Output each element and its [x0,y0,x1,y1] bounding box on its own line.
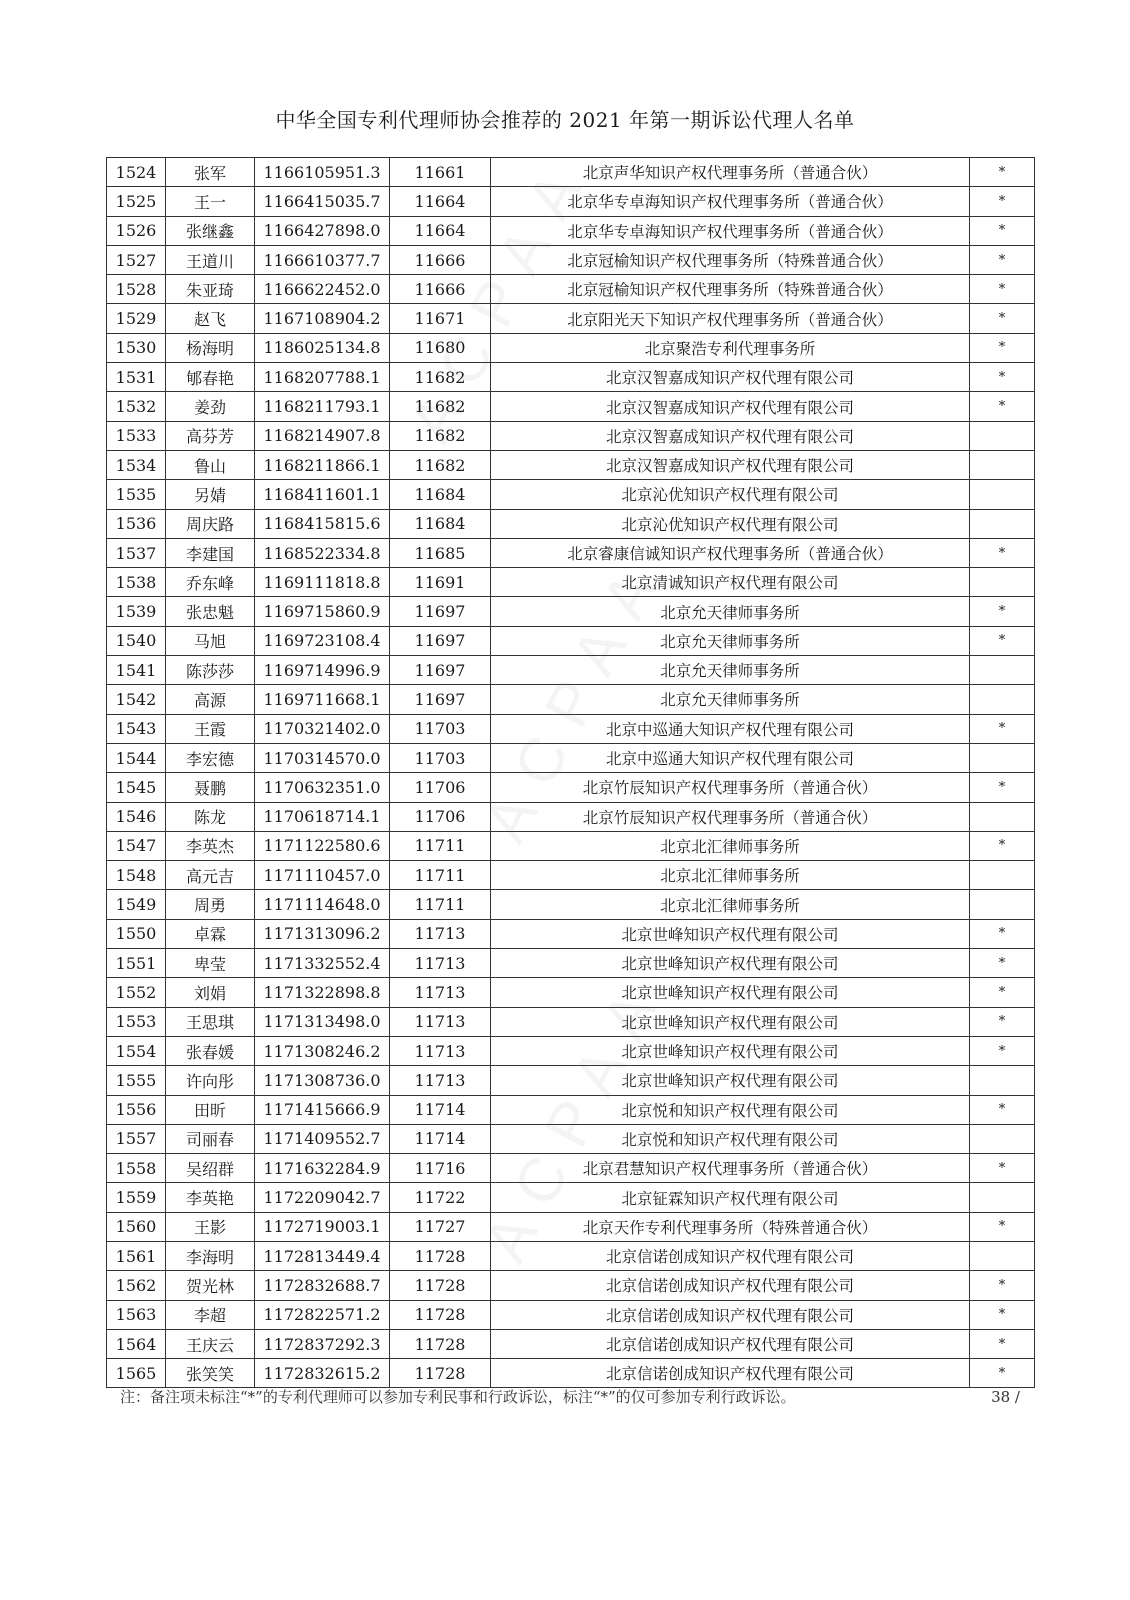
certificate-number: 1168211866.1 [255,450,390,479]
row-number: 1538 [107,568,166,597]
agent-name: 张军 [166,158,255,187]
table-row [107,861,1035,890]
agent-name: 陈莎莎 [166,656,255,685]
remark-mark [970,1183,1035,1212]
agency-name: 北京汉智嘉成知识产权代理有限公司 [491,363,970,392]
remark-mark [970,802,1035,831]
remark-mark: * [970,333,1035,362]
agency-code: 11682 [390,363,491,392]
remark-mark: * [970,773,1035,802]
table-row [107,1066,1035,1095]
agency-name: 北京华专卓海知识产权代理事务所（普通合伙） [491,187,970,216]
certificate-number: 1171122580.6 [255,831,390,860]
agent-name: 姜劲 [166,392,255,421]
agent-name: 朱亚琦 [166,275,255,304]
row-number: 1560 [107,1212,166,1241]
agent-name: 杨海明 [166,333,255,362]
agency-name: 北京允天律师事务所 [491,597,970,626]
agent-name: 卑莹 [166,949,255,978]
certificate-number: 1168207788.1 [255,363,390,392]
remark-mark [970,421,1035,450]
table-row [107,1124,1035,1153]
row-number: 1558 [107,1154,166,1183]
agency-code: 11697 [390,597,491,626]
agency-name: 北京信诺创成知识产权代理有限公司 [491,1359,970,1388]
agency-name: 北京信诺创成知识产权代理有限公司 [491,1329,970,1358]
table-row [107,216,1035,245]
remark-mark: * [970,1007,1035,1036]
agency-name: 北京世峰知识产权代理有限公司 [491,1066,970,1095]
table-row [107,626,1035,655]
remark-mark: * [970,714,1035,743]
table-row [107,245,1035,274]
agent-name: 张笑笑 [166,1359,255,1388]
certificate-number: 1186025134.8 [255,333,390,362]
row-number: 1529 [107,304,166,333]
certificate-number: 1172837292.3 [255,1329,390,1358]
table-row [107,304,1035,333]
agency-name: 北京汉智嘉成知识产权代理有限公司 [491,450,970,479]
page-number: 38 / [991,1388,1020,1406]
row-number: 1526 [107,216,166,245]
row-number: 1541 [107,656,166,685]
certificate-number: 1169111818.8 [255,568,390,597]
remark-mark [970,1124,1035,1153]
certificate-number: 1169714996.9 [255,656,390,685]
agent-name: 李英艳 [166,1183,255,1212]
remark-mark: * [970,187,1035,216]
table-row [107,802,1035,831]
remark-mark: * [970,1154,1035,1183]
agency-name: 北京悦和知识产权代理有限公司 [491,1095,970,1124]
agent-name: 周庆路 [166,509,255,538]
table-row [107,568,1035,597]
agency-name: 北京阳光天下知识产权代理事务所（普通合伙） [491,304,970,333]
certificate-number: 1169723108.4 [255,626,390,655]
table-row [107,773,1035,802]
certificate-number: 1171114648.0 [255,890,390,919]
certificate-number: 1169711668.1 [255,685,390,714]
agency-name: 北京华专卓海知识产权代理事务所（普通合伙） [491,216,970,245]
table-row [107,421,1035,450]
agent-name: 卓霖 [166,919,255,948]
remark-mark [970,450,1035,479]
certificate-number: 1172832688.7 [255,1271,390,1300]
agency-name: 北京汉智嘉成知识产权代理有限公司 [491,392,970,421]
remark-mark: * [970,919,1035,948]
row-number: 1549 [107,890,166,919]
table-row [107,538,1035,567]
table-row [107,890,1035,919]
certificate-number: 1168522334.8 [255,538,390,567]
certificate-number: 1170314570.0 [255,743,390,772]
agency-code: 11682 [390,421,491,450]
agent-name: 王思琪 [166,1007,255,1036]
agency-name: 北京北汇律师事务所 [491,861,970,890]
agency-code: 11664 [390,216,491,245]
certificate-number: 1170321402.0 [255,714,390,743]
row-number: 1528 [107,275,166,304]
agency-code: 11727 [390,1212,491,1241]
remark-mark: * [970,363,1035,392]
agency-code: 11682 [390,392,491,421]
table-row [107,831,1035,860]
row-number: 1532 [107,392,166,421]
agency-code: 11703 [390,743,491,772]
certificate-number: 1171308736.0 [255,1066,390,1095]
agency-name: 北京北汇律师事务所 [491,890,970,919]
remark-mark: * [970,597,1035,626]
row-number: 1544 [107,743,166,772]
certificate-number: 1171110457.0 [255,861,390,890]
agency-code: 11711 [390,831,491,860]
row-number: 1565 [107,1359,166,1388]
agent-name: 王一 [166,187,255,216]
table-row [107,1154,1035,1183]
row-number: 1536 [107,509,166,538]
remark-mark: * [970,275,1035,304]
agent-name: 陈龙 [166,802,255,831]
certificate-number: 1166415035.7 [255,187,390,216]
table-row [107,1241,1035,1270]
agency-name: 北京中巡通大知识产权代理有限公司 [491,714,970,743]
table-row [107,1329,1035,1358]
agent-name: 马旭 [166,626,255,655]
agency-name: 北京冠榆知识产权代理事务所（特殊普通合伙） [491,245,970,274]
agent-name: 王影 [166,1212,255,1241]
page-title: 中华全国专利代理师协会推荐的 2021 年第一期诉讼代理人名单 [275,108,855,132]
row-number: 1564 [107,1329,166,1358]
agency-name: 北京冠榆知识产权代理事务所（特殊普通合伙） [491,275,970,304]
agency-name: 北京中巡通大知识产权代理有限公司 [491,743,970,772]
certificate-number: 1168411601.1 [255,480,390,509]
agent-name: 田昕 [166,1095,255,1124]
agency-code: 11716 [390,1154,491,1183]
agent-name: 乔东峰 [166,568,255,597]
row-number: 1533 [107,421,166,450]
row-number: 1525 [107,187,166,216]
row-number: 1550 [107,919,166,948]
agency-name: 北京信诺创成知识产权代理有限公司 [491,1241,970,1270]
row-number: 1553 [107,1007,166,1036]
table-row [107,1271,1035,1300]
table-row [107,949,1035,978]
remark-mark: * [970,1036,1035,1065]
agency-code: 11713 [390,1066,491,1095]
row-number: 1530 [107,333,166,362]
roster-body [107,158,1035,1388]
row-number: 1561 [107,1241,166,1270]
remark-mark [970,480,1035,509]
agency-code: 11728 [390,1271,491,1300]
certificate-number: 1170618714.1 [255,802,390,831]
remark-mark: * [970,626,1035,655]
agency-name: 北京汉智嘉成知识产权代理有限公司 [491,421,970,450]
certificate-number: 1172822571.2 [255,1300,390,1329]
agent-name: 高芬芳 [166,421,255,450]
agency-code: 11666 [390,275,491,304]
agency-name: 北京世峰知识产权代理有限公司 [491,978,970,1007]
table-row [107,275,1035,304]
certificate-number: 1166622452.0 [255,275,390,304]
agency-name: 北京钲霖知识产权代理有限公司 [491,1183,970,1212]
agency-code: 11661 [390,158,491,187]
agency-code: 11714 [390,1095,491,1124]
table-row [107,363,1035,392]
agent-name: 赵飞 [166,304,255,333]
table-row [107,1095,1035,1124]
agency-name: 北京世峰知识产权代理有限公司 [491,919,970,948]
row-number: 1546 [107,802,166,831]
agency-code: 11713 [390,919,491,948]
remark-mark: * [970,392,1035,421]
agent-name: 吴绍群 [166,1154,255,1183]
agent-name: 聂鹏 [166,773,255,802]
remark-mark [970,890,1035,919]
agency-name: 北京世峰知识产权代理有限公司 [491,1036,970,1065]
remark-mark: * [970,1212,1035,1241]
agency-code: 11697 [390,685,491,714]
agent-name: 张春媛 [166,1036,255,1065]
agency-name: 北京清诚知识产权代理有限公司 [491,568,970,597]
agent-name: 李海明 [166,1241,255,1270]
table-row [107,1183,1035,1212]
row-number: 1548 [107,861,166,890]
remark-mark: * [970,216,1035,245]
row-number: 1556 [107,1095,166,1124]
agency-code: 11666 [390,245,491,274]
remark-mark: * [970,538,1035,567]
row-number: 1531 [107,363,166,392]
certificate-number: 1168211793.1 [255,392,390,421]
certificate-number: 1171332552.4 [255,949,390,978]
agency-code: 11682 [390,450,491,479]
row-number: 1527 [107,245,166,274]
agency-name: 北京君慧知识产权代理事务所（普通合伙） [491,1154,970,1183]
agency-code: 11711 [390,861,491,890]
table-row [107,685,1035,714]
certificate-number: 1172813449.4 [255,1241,390,1270]
table-row [107,743,1035,772]
table-row [107,187,1035,216]
row-number: 1535 [107,480,166,509]
agency-code: 11722 [390,1183,491,1212]
agency-code: 11714 [390,1124,491,1153]
agent-name: 王霞 [166,714,255,743]
agency-code: 11706 [390,773,491,802]
agent-name: 另婧 [166,480,255,509]
certificate-number: 1167108904.2 [255,304,390,333]
certificate-number: 1166427898.0 [255,216,390,245]
row-number: 1534 [107,450,166,479]
table-row [107,480,1035,509]
row-number: 1524 [107,158,166,187]
agency-code: 11713 [390,978,491,1007]
agent-name: 高源 [166,685,255,714]
agent-name: 司丽春 [166,1124,255,1153]
remark-mark: * [970,1329,1035,1358]
remark-mark: * [970,978,1035,1007]
footnote-text: 注：备注项未标注“*”的专利代理师可以参加专利民事和行政诉讼，标注“*”的仅可参加专利行政诉讼。 [120,1388,796,1406]
certificate-number: 1171632284.9 [255,1154,390,1183]
agency-code: 11697 [390,656,491,685]
table-row [107,333,1035,362]
footnote [120,1384,1020,1406]
remark-mark: * [970,831,1035,860]
agency-code: 11728 [390,1359,491,1388]
row-number: 1554 [107,1036,166,1065]
agent-name: 郇春艳 [166,363,255,392]
agency-name: 北京沁优知识产权代理有限公司 [491,480,970,509]
row-number: 1555 [107,1066,166,1095]
row-number: 1559 [107,1183,166,1212]
agency-code: 11728 [390,1241,491,1270]
row-number: 1557 [107,1124,166,1153]
agent-name: 张忠魁 [166,597,255,626]
agency-name: 北京声华知识产权代理事务所（普通合伙） [491,158,970,187]
agent-name: 刘娟 [166,978,255,1007]
certificate-number: 1170632351.0 [255,773,390,802]
remark-mark [970,743,1035,772]
agency-code: 11680 [390,333,491,362]
remark-mark: * [970,1359,1035,1388]
remark-mark [970,1241,1035,1270]
agent-name: 许向彤 [166,1066,255,1095]
agency-code: 11728 [390,1300,491,1329]
remark-mark: * [970,304,1035,333]
agency-name: 北京沁优知识产权代理有限公司 [491,509,970,538]
table-row [107,1036,1035,1065]
agent-name: 王道川 [166,245,255,274]
row-number: 1542 [107,685,166,714]
agent-name: 鲁山 [166,450,255,479]
certificate-number: 1171313498.0 [255,1007,390,1036]
agency-name: 北京允天律师事务所 [491,626,970,655]
agent-name: 李超 [166,1300,255,1329]
table-row [107,158,1035,187]
row-number: 1543 [107,714,166,743]
row-number: 1539 [107,597,166,626]
agency-name: 北京允天律师事务所 [491,656,970,685]
certificate-number: 1172209042.7 [255,1183,390,1212]
agency-code: 11703 [390,714,491,743]
agent-roster-table [106,157,1035,1388]
table-row [107,1300,1035,1329]
certificate-number: 1171322898.8 [255,978,390,1007]
remark-mark: * [970,245,1035,274]
certificate-number: 1166105951.3 [255,158,390,187]
table-row [107,1007,1035,1036]
remark-mark [970,568,1035,597]
table-row [107,978,1035,1007]
certificate-number: 1171409552.7 [255,1124,390,1153]
table-row [107,392,1035,421]
remark-mark: * [970,1095,1035,1124]
certificate-number: 1171313096.2 [255,919,390,948]
agency-name: 北京信诺创成知识产权代理有限公司 [491,1271,970,1300]
table-row [107,509,1035,538]
certificate-number: 1169715860.9 [255,597,390,626]
agency-code: 11664 [390,187,491,216]
agent-name: 李宏德 [166,743,255,772]
certificate-number: 1166610377.7 [255,245,390,274]
agent-name: 王庆云 [166,1329,255,1358]
remark-mark [970,861,1035,890]
row-number: 1545 [107,773,166,802]
table-row [107,1212,1035,1241]
agency-code: 11706 [390,802,491,831]
certificate-number: 1171415666.9 [255,1095,390,1124]
row-number: 1537 [107,538,166,567]
agent-name: 张继鑫 [166,216,255,245]
remark-mark [970,509,1035,538]
agent-name: 周勇 [166,890,255,919]
table-row [107,714,1035,743]
agency-name: 北京世峰知识产权代理有限公司 [491,1007,970,1036]
agency-name: 北京允天律师事务所 [491,685,970,714]
agency-name: 北京竹辰知识产权代理事务所（普通合伙） [491,773,970,802]
table-row [107,656,1035,685]
certificate-number: 1171308246.2 [255,1036,390,1065]
agency-name: 北京北汇律师事务所 [491,831,970,860]
row-number: 1552 [107,978,166,1007]
table-row [107,450,1035,479]
table-row [107,597,1035,626]
agency-name: 北京悦和知识产权代理有限公司 [491,1124,970,1153]
agency-code: 11713 [390,1036,491,1065]
agency-code: 11728 [390,1329,491,1358]
agent-name: 李建国 [166,538,255,567]
certificate-number: 1172832615.2 [255,1359,390,1388]
agency-name: 北京聚浩专利代理事务所 [491,333,970,362]
agency-name: 北京天作专利代理事务所（特殊普通合伙） [491,1212,970,1241]
remark-mark: * [970,1300,1035,1329]
agency-code: 11685 [390,538,491,567]
table-row [107,919,1035,948]
certificate-number: 1168214907.8 [255,421,390,450]
remark-mark: * [970,949,1035,978]
remark-mark [970,656,1035,685]
row-number: 1551 [107,949,166,978]
remark-mark: * [970,158,1035,187]
agency-code: 11697 [390,626,491,655]
row-number: 1547 [107,831,166,860]
agency-name: 北京睿康信诚知识产权代理事务所（普通合伙） [491,538,970,567]
remark-mark [970,1066,1035,1095]
certificate-number: 1172719003.1 [255,1212,390,1241]
agency-code: 11684 [390,480,491,509]
certificate-number: 1168415815.6 [255,509,390,538]
agency-code: 11691 [390,568,491,597]
agency-code: 11711 [390,890,491,919]
remark-mark [970,685,1035,714]
agency-name: 北京信诺创成知识产权代理有限公司 [491,1300,970,1329]
agency-code: 11713 [390,949,491,978]
agency-name: 北京世峰知识产权代理有限公司 [491,949,970,978]
agent-name: 贺光林 [166,1271,255,1300]
agency-code: 11713 [390,1007,491,1036]
agent-name: 高元吉 [166,861,255,890]
agent-name: 李英杰 [166,831,255,860]
row-number: 1540 [107,626,166,655]
row-number: 1562 [107,1271,166,1300]
remark-mark: * [970,1271,1035,1300]
agency-code: 11684 [390,509,491,538]
agency-name: 北京竹辰知识产权代理事务所（普通合伙） [491,802,970,831]
agency-code: 11671 [390,304,491,333]
row-number: 1563 [107,1300,166,1329]
